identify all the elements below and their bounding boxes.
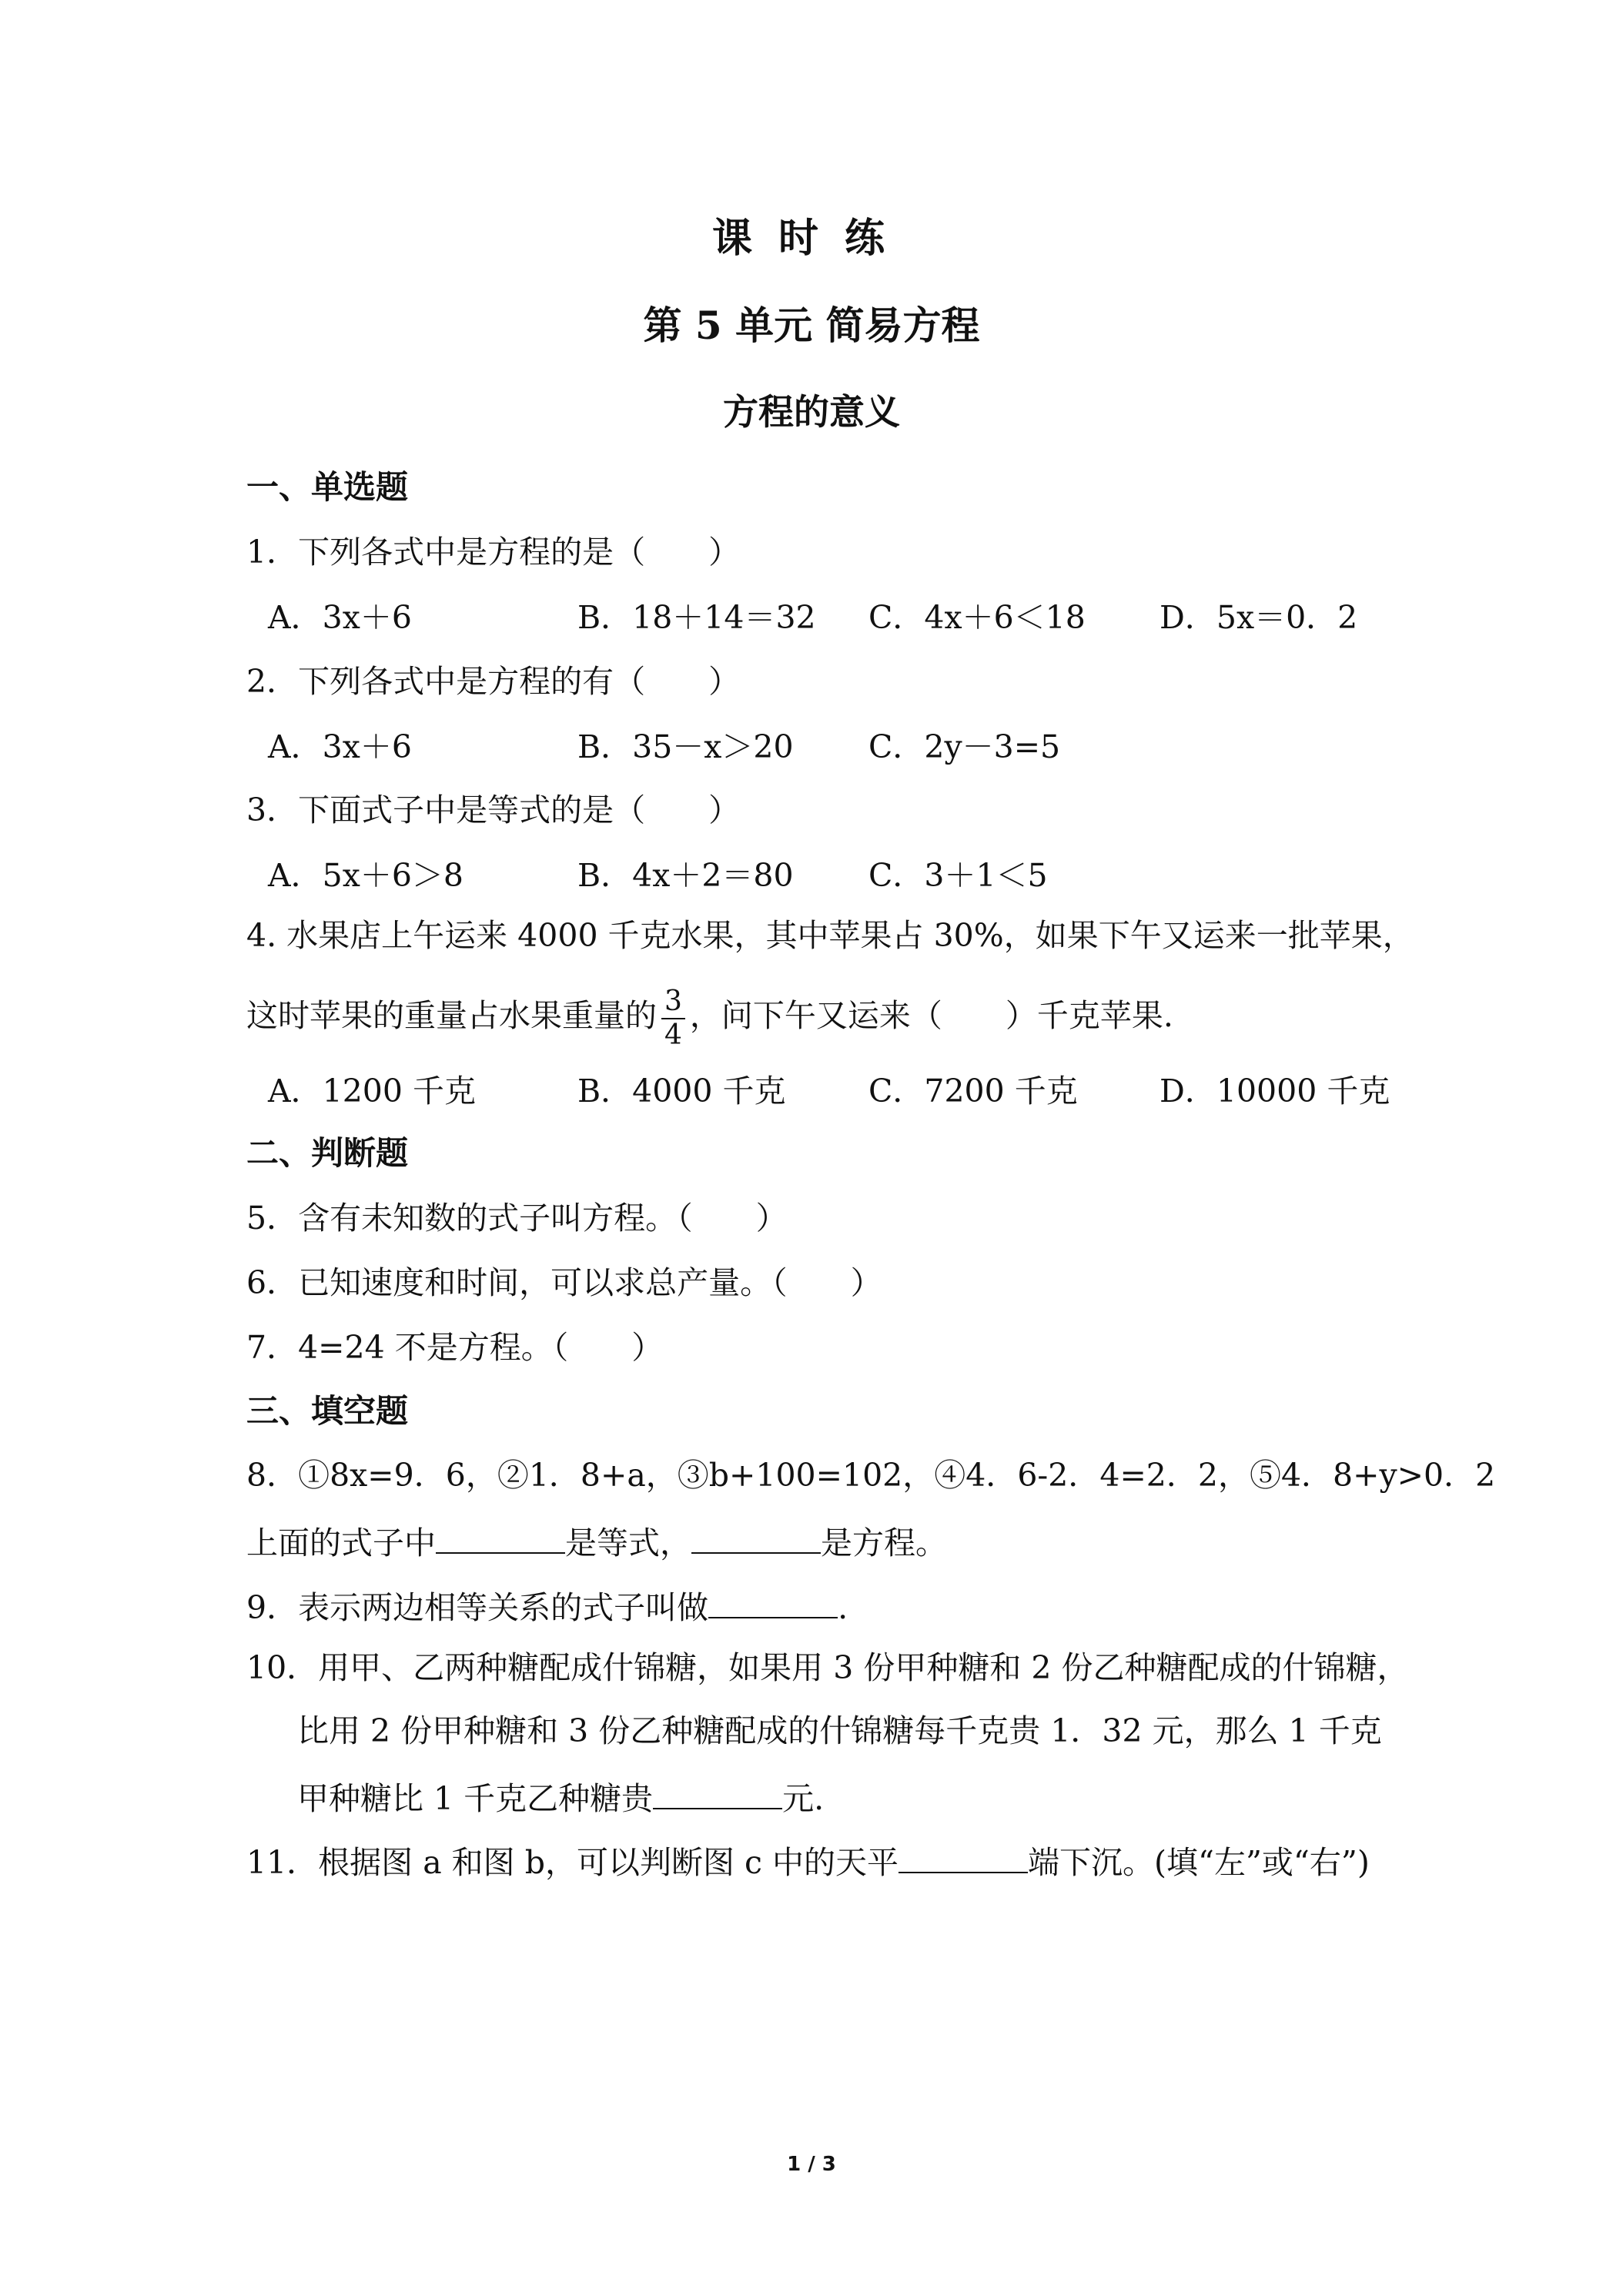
question-10-line-3-post: 元. (782, 1780, 825, 1817)
question-2-stem: 2．下列各式中是方程的有（ ） (246, 663, 741, 700)
question-8-line-2-mid: 是等式， (565, 1525, 691, 1561)
question-3-option-a: A．5x＋6＞8 (268, 857, 463, 894)
question-2-option-a: A．3x＋6 (268, 728, 412, 765)
question-4-option-a: A．1200 千克 (268, 1073, 476, 1110)
page-number: 1 / 3 (787, 2153, 836, 2176)
answer-blank[interactable] (653, 1780, 782, 1809)
question-9-post: . (838, 1589, 848, 1626)
question-4-line-2 (246, 973, 1173, 1058)
question-8-line-2-pre: 上面的式子中 (246, 1525, 436, 1561)
answer-blank[interactable] (691, 1525, 821, 1554)
lesson-title: 方程的意义 (723, 391, 900, 433)
question-8-line-2-post: 是方程。 (821, 1525, 947, 1561)
question-7: 7．4=24 不是方程。（ ） (246, 1329, 664, 1366)
question-2-option-b: B．35－x＞20 (577, 728, 794, 765)
question-4-option-d: D．10000 千克 (1160, 1073, 1390, 1110)
section-heading-single-choice: 一、单选题 (246, 468, 409, 506)
section-heading-true-false: 二、判断题 (246, 1134, 409, 1172)
question-3-option-b: B．4x＋2＝80 (577, 857, 794, 894)
question-4-line-1: 4. 水果店上午运来 4000 千克水果，其中苹果占 30%，如果下午又运来一批苹果， (246, 917, 1414, 954)
question-4-line-2-post: ，问下午又运来（ ）千克苹果. (689, 997, 1173, 1034)
section-heading-fill-blank: 三、填空题 (246, 1392, 409, 1430)
question-2-option-c: C．2y－3=5 (868, 728, 1061, 765)
question-10-line-3 (297, 1780, 824, 1815)
fraction-three-quarters (661, 986, 685, 1051)
question-1-stem: 1．下列各式中是方程的是（ ） (246, 534, 741, 571)
question-11 (246, 1844, 1370, 1879)
question-4-option-b: B．4000 千克 (577, 1073, 786, 1110)
question-6: 6．已知速度和时间，可以求总产量。（ ） (246, 1264, 882, 1301)
question-1-option-b: B．18＋14＝32 (577, 599, 816, 636)
fraction-denominator: 4 (664, 1019, 682, 1051)
question-8-line-1: 8．①8x=9．6，②1．8+a，③b+100=102，④4．6-2．4=2．2，⑤4．8+y>0．2 (246, 1457, 1496, 1494)
question-9-pre: 9．表示两边相等关系的式子叫做 (246, 1589, 709, 1626)
page-title: 课时练 (711, 215, 911, 262)
question-1-option-a: A．3x＋6 (268, 599, 412, 636)
question-11-pre: 11．根据图 a 和图 b，可以判断图 c 中的天平 (246, 1844, 899, 1881)
answer-blank[interactable] (708, 1589, 838, 1618)
answer-blank[interactable] (899, 1844, 1028, 1873)
answer-blank[interactable] (436, 1525, 565, 1554)
question-8-line-2 (246, 1525, 947, 1559)
question-1-option-c: C．4x＋6＜18 (868, 599, 1086, 636)
unit-title: 第 5 单元 简易方程 (643, 303, 980, 348)
question-11-post: 端下沉。(填“左”或“右”) (1028, 1844, 1370, 1881)
question-10-line-3-pre: 甲种糖比 1 千克乙种糖贵 (297, 1780, 654, 1817)
fraction-numerator: 3 (661, 986, 685, 1019)
question-4-option-c: C．7200 千克 (868, 1073, 1078, 1110)
question-9 (246, 1589, 848, 1624)
question-5: 5．含有未知数的式子叫方程。（ ） (246, 1200, 788, 1237)
question-3-option-c: C．3＋1＜5 (868, 857, 1048, 894)
question-10-line-2: 比用 2 份甲种糖和 3 份乙种糖配成的什锦糖每千克贵 1．32 元，那么 1 千克 (297, 1712, 1382, 1749)
question-3-stem: 3．下面式子中是等式的是（ ） (246, 792, 741, 828)
question-1-option-d: D．5x＝0．2 (1160, 599, 1358, 636)
question-4-line-2-pre: 这时苹果的重量占水果重量的 (246, 997, 657, 1034)
question-10-line-1: 10．用甲、乙两种糖配成什锦糖，如果用 3 份甲种糖和 2 份乙种糖配成的什锦糖， (246, 1649, 1409, 1686)
